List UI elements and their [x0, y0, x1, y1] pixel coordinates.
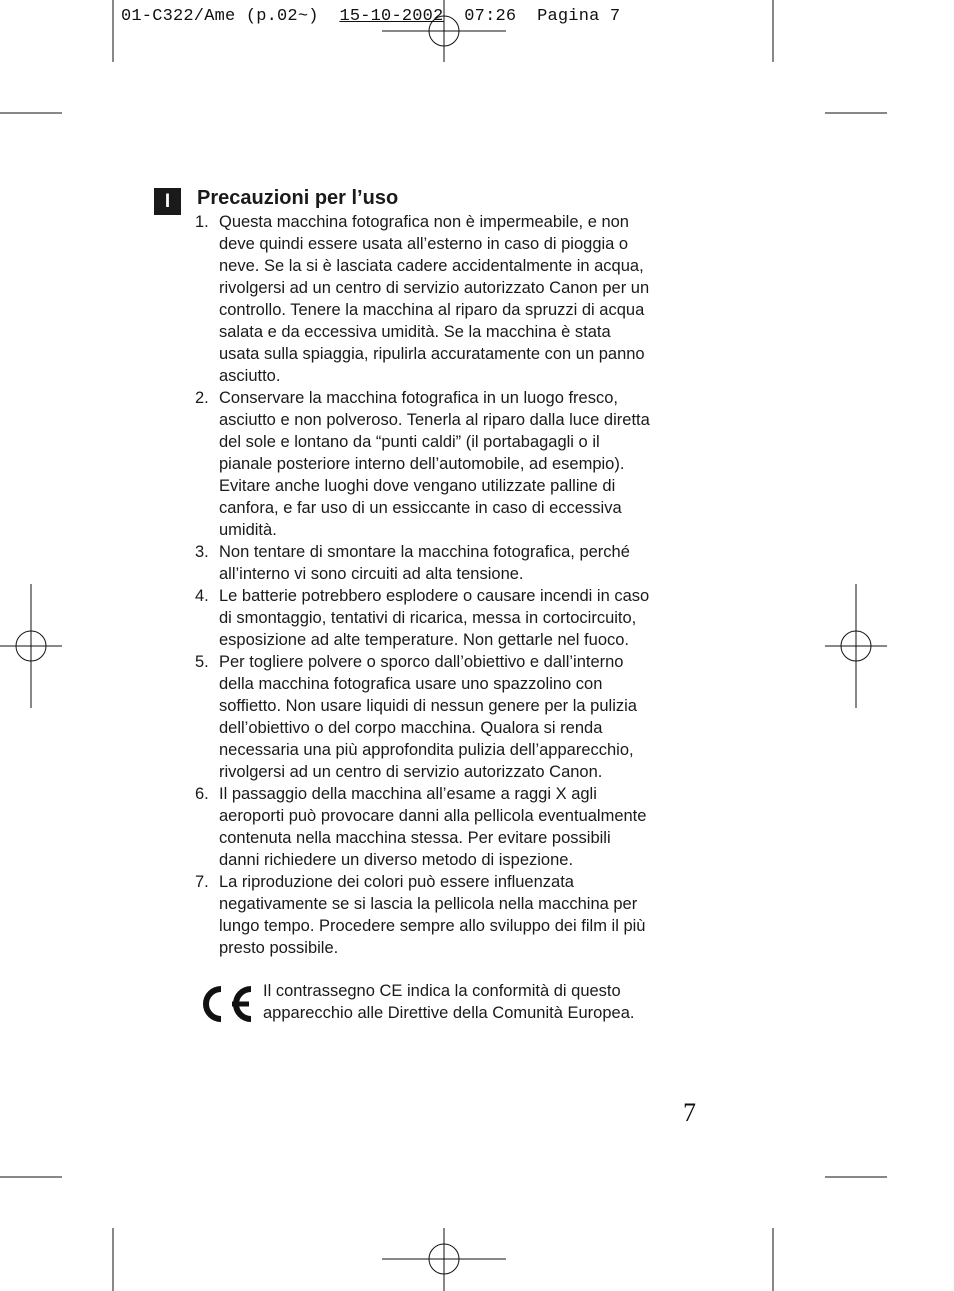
list-item: [195, 871, 705, 959]
slug-date: 15-10-2002: [339, 7, 444, 26]
item-text: Conservare la macchina fotografica in un luogo fresco, asciutto e non polveroso. Tenerla al riparo dalla luce diretta del sole e lontano da “punti caldi” (il portabagagli o il pianale posteriore interno dell’automobile, ad esempio). Evitare anche luoghi dove vengano utilizzate palline di canfora, e far uso di un essiccante in caso di eccessiva umidità.: [219, 389, 650, 539]
slug-suffix: 07:26 Pagina 7: [443, 7, 621, 26]
ce-mark-icon: [199, 983, 255, 1025]
list-item: [195, 211, 705, 387]
page-number: 7: [683, 1098, 696, 1127]
item-number: 3.: [195, 543, 209, 561]
item-number: 2.: [195, 389, 209, 407]
ce-mark-text: Il contrassegno CE indica la conformità di questo apparecchio alle Direttive della Comunità Europea.: [263, 982, 635, 1022]
list-item: [195, 387, 705, 541]
item-number: 1.: [195, 213, 209, 231]
slug-prefix: 01-C322/Ame (p.02~): [121, 7, 340, 26]
item-text: Il passaggio della macchina all’esame a raggi X agli aeroporti può provocare danni alla pellicola eventualmente contenuta nella macchina stessa. Per evitare possibili danni richiedere un diverso metodo di ispezione.: [219, 785, 647, 869]
item-text: Le batterie potrebbero esplodere o causare incendi in caso di smontaggio, tentativi di ricarica, messa in cortocircuito, esposizione ad alte temperature. Non gettarle nel fuoco.: [219, 587, 650, 649]
item-text: Per togliere polvere o sporco dall’obiettivo e dall’interno della macchina fotografica usare uno spazzolino con soffietto. Non usare liquidi di nessun genere per la pulizia dell’obiettivo o del corpo macchina. Qualora si renda necessaria una più approfondita pulizia dell’apparecchio, rivolgersi ad un centro di servizio autorizzato Canon.: [219, 653, 637, 781]
list-item: [195, 783, 705, 871]
precautions-list: [195, 211, 705, 959]
item-text: Non tentare di smontare la macchina fotografica, perché all’interno vi sono circuiti ad alta tensione.: [219, 543, 630, 583]
section-title: Precauzioni per l’uso: [197, 187, 399, 209]
item-number: 7.: [195, 873, 209, 891]
language-tab: I: [154, 188, 181, 215]
item-text: La riproduzione dei colori può essere influenzata negativamente se si lascia la pellicola nella macchina per lungo tempo. Procedere sempre allo sviluppo dei film il più presto possibile.: [219, 873, 646, 957]
item-number: 5.: [195, 653, 209, 671]
item-number: 4.: [195, 587, 209, 605]
list-item: [195, 541, 705, 585]
list-item: [195, 651, 705, 783]
item-text: Questa macchina fotografica non è impermeabile, e non deve quindi essere usata all’esterno in caso di pioggia o neve. Se la si è lasciata cadere accidentalmente in acqua, rivolgersi ad un centro di servizio autorizzato Canon per un controllo. Tenere la macchina al riparo da spruzzi di acqua salata e da eccessiva umidità. Se la macchina è stata usata sulla spiaggia, ripulirla accuratamente con un panno asciutto.: [219, 213, 650, 385]
list-item: [195, 585, 705, 651]
item-number: 6.: [195, 785, 209, 803]
